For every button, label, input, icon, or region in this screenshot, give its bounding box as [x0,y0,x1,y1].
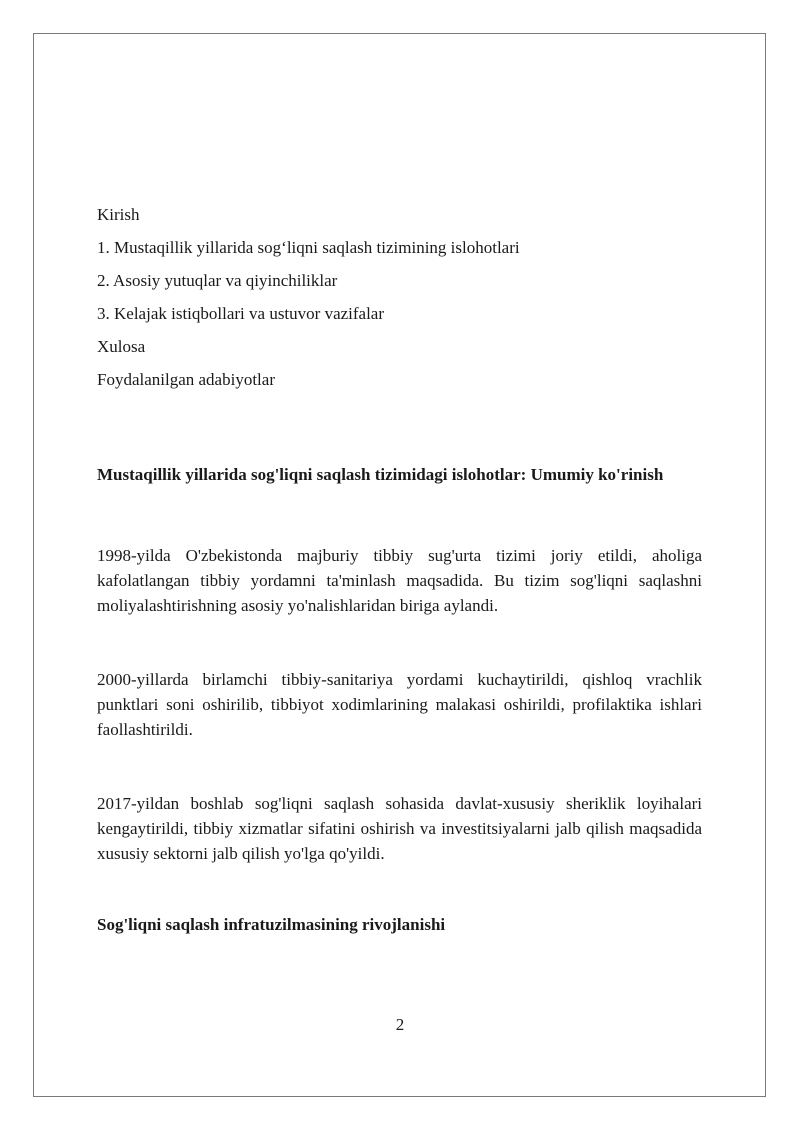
paragraph-2017: 2017-yildan boshlab sog'liqni saqlash sohasida davlat-xususiy sheriklik loyihalari kengaytirildi, tibbiy xizmatlar sifatini oshirish va investitsiyalarni jalb qilish maqsadida xususiy sektorni jalb qilish yo'lga qo'yildi. [97,794,702,863]
table-of-contents [97,198,702,396]
section-heading-reforms: Mustaqillik yillarida sog'liqni saqlash tizimidagi islohotlar: Umumiy ko'rinish [97,465,664,484]
toc-item-intro: Kirish [97,205,140,224]
toc-item-conclusion: Xulosa [97,337,146,356]
page-number: 2 [395,1015,405,1034]
paragraph-2000s: 2000-yillarda birlamchi tibbiy-sanitariya yordami kuchaytirildi, qishloq vrachlik punktlari soni oshirilib, tibbiyot xodimlarining malakasi oshirildi, profilaktika ishlari faollashtirildi. [97,670,702,739]
toc-item-1: 1. Mustaqillik yillarida sog‘liqni saqlash tizimining islohotlari [97,238,520,257]
section-heading-infrastructure: Sog'liqni saqlash infratuzilmasining rivojlanishi [97,915,446,934]
paragraph-1998: 1998-yilda O'zbekistonda majburiy tibbiy sug'urta tizimi joriy etildi, aholiga kafolatlangan tibbiy yordamni ta'minlash maqsadida. Bu tizim sog'liqni saqlashni moliyalashtirishning asosiy yo'nalishlaridan biriga aylandi. [97,546,702,615]
toc-item-2: 2. Asosiy yutuqlar va qiyinchiliklar [97,271,338,290]
toc-item-3: 3. Kelajak istiqbollari va ustuvor vazifalar [97,304,385,323]
toc-item-references: Foydalanilgan adabiyotlar [97,370,275,389]
